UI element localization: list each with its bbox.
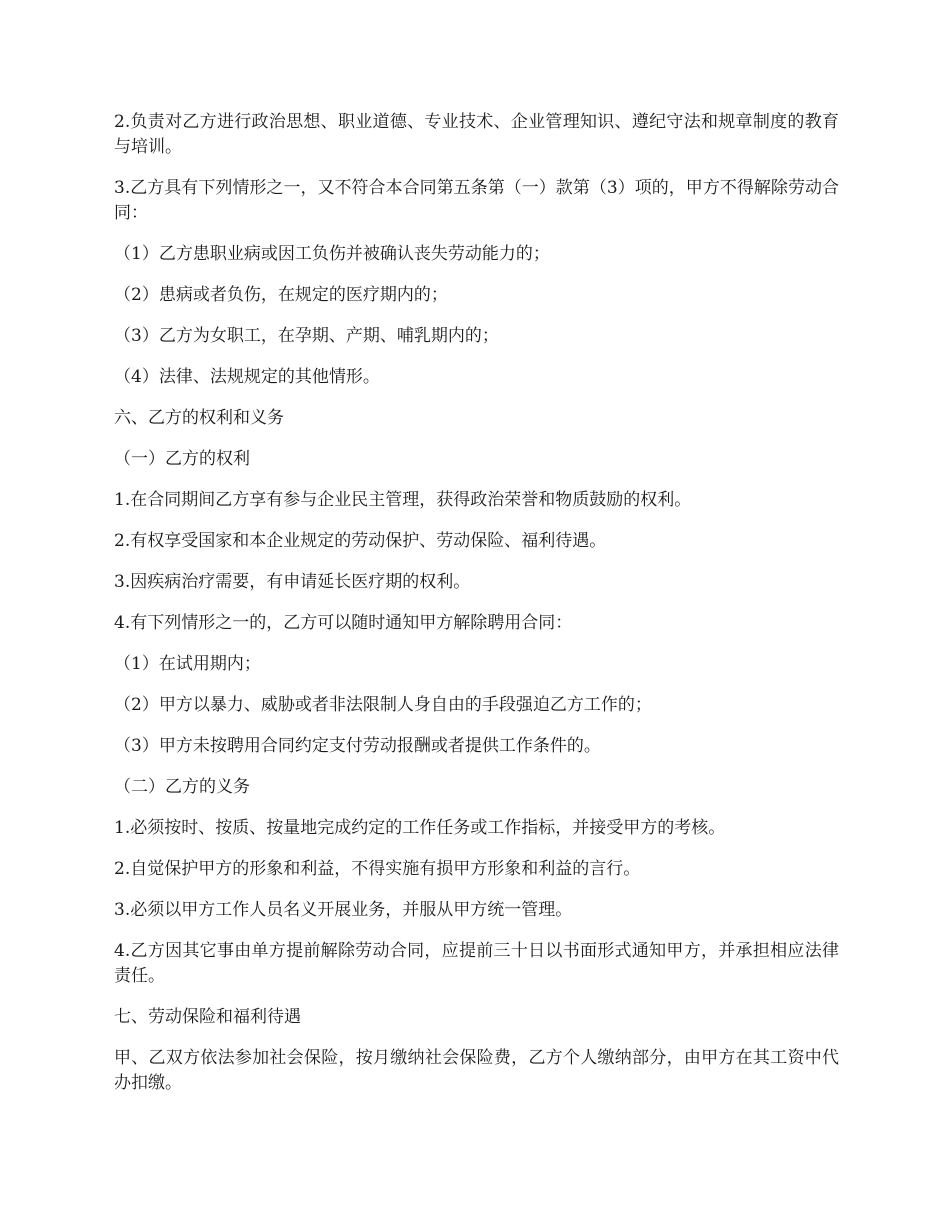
paragraph-right-4-sub-3: （3）甲方未按聘用合同约定支付劳动报酬或者提供工作条件的。 [114,736,601,756]
section-heading-insurance-welfare: 七、劳动保险和福利待遇 [114,1007,301,1027]
paragraph-item-2-education: 2.负责对乙方进行政治思想、职业道德、专业技术、企业管理知识、遵纪守法和规章制度的教育与培训。 [114,112,839,157]
paragraph-right-4-sub-1: （1）在试用期内； [114,654,261,674]
paragraph-right-4-termination: 4.有下列情形之一的，乙方可以随时通知甲方解除聘用合同： [114,613,573,633]
paragraph-obligation-2-image: 2.自觉保护甲方的形象和利益，不得实施有损甲方形象和利益的言行。 [114,859,641,879]
section-heading-rights-obligations: 六、乙方的权利和义务 [114,408,284,428]
paragraph-right-1-management: 1.在合同期间乙方享有参与企业民主管理，获得政治荣誉和物质鼓励的权利。 [114,490,692,510]
paragraph-obligation-1-tasks: 1.必须按时、按质、按量地完成约定的工作任务或工作指标，并接受甲方的考核。 [114,818,726,838]
paragraph-item-3-no-termination: 3.乙方具有下列情形之一，又不符合本合同第五条第（一）款第（3）项的，甲方不得解除劳动合同： [114,178,839,223]
subsection-heading-rights: （一）乙方的权利 [114,449,250,469]
paragraph-obligation-4-notice: 4.乙方因其它事由单方提前解除劳动合同，应提前三十日以书面形式通知甲方，并承担相应法律责任。 [114,941,839,986]
paragraph-sub-3-female-worker: （3）乙方为女职工，在孕期、产期、哺乳期内的； [114,326,499,346]
paragraph-right-4-sub-2: （2）甲方以暴力、威胁或者非法限制人身自由的手段强迫乙方工作的； [114,695,652,715]
subsection-heading-obligations: （二）乙方的义务 [114,777,250,797]
paragraph-sub-2-illness: （2）患病或者负伤，在规定的医疗期内的； [114,285,448,305]
paragraph-obligation-3-management: 3.必须以甲方工作人员名义开展业务，并服从甲方统一管理。 [114,900,573,920]
paragraph-right-2-protection: 2.有权享受国家和本企业规定的劳动保护、劳动保险、福利待遇。 [114,531,607,551]
document-page [114,110,839,1112]
paragraph-sub-4-other: （4）法律、法规规定的其他情形。 [114,367,380,387]
paragraph-right-3-medical-period: 3.因疾病治疗需要，有申请延长医疗期的权利。 [114,572,471,592]
paragraph-social-insurance: 甲、乙双方依法参加社会保险，按月缴纳社会保险费，乙方个人缴纳部分，由甲方在其工资中代办扣缴。 [114,1048,839,1093]
paragraph-sub-1-occupational-disease: （1）乙方患职业病或因工负伤并被确认丧失劳动能力的； [114,244,550,264]
